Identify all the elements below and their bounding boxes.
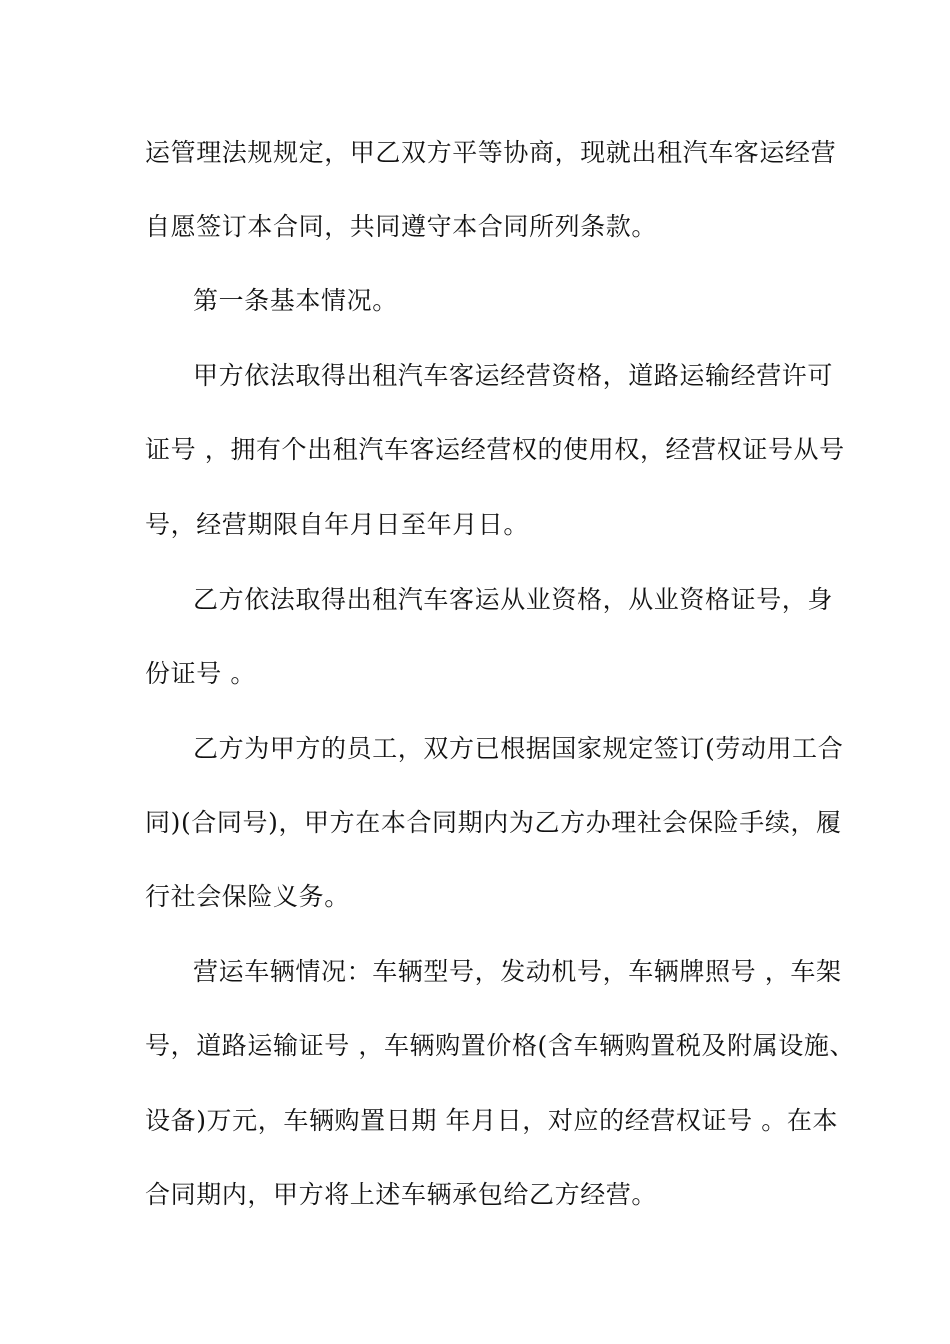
- text-line: 设备)万元，车辆购置日期 年月日，对应的经营权证号 。在本: [145, 1106, 839, 1135]
- text-line: 乙方依法取得出租汽车客运从业资格，从业资格证号，身: [193, 585, 834, 614]
- text-line: 行社会保险义务。: [145, 882, 350, 911]
- text-line: 号，道路运输证号 ，车辆购置价格(含车辆购置税及附属设施、: [145, 1031, 856, 1060]
- text-line: 同)(合同号)，甲方在本合同期内为乙方办理社会保险手续，履: [145, 808, 842, 837]
- text-line: 证号 ，拥有个出租汽车客运经营权的使用权，经营权证号从号: [145, 435, 845, 464]
- text-line: 乙方为甲方的员工，双方已根据国家规定签订(劳动用工合: [193, 734, 844, 763]
- text-line: 合同期内，甲方将上述车辆承包给乙方经营。: [145, 1180, 658, 1209]
- text-line: 份证号 。: [145, 659, 256, 688]
- text-line: 运管理法规规定，甲乙双方平等协商，现就出租汽车客运经营: [145, 138, 837, 167]
- text-line: 自愿签订本合同，共同遵守本合同所列条款。: [145, 212, 658, 241]
- section-heading: 第一条基本情况。: [193, 286, 398, 315]
- text-line: 甲方依法取得出租汽车客运经营资格，道路运输经营许可: [193, 361, 834, 390]
- text-line: 号，经营期限自年月日至年月日。: [145, 510, 530, 539]
- text-line: 营运车辆情况：车辆型号，发动机号，车辆牌照号 ，车架: [193, 957, 842, 986]
